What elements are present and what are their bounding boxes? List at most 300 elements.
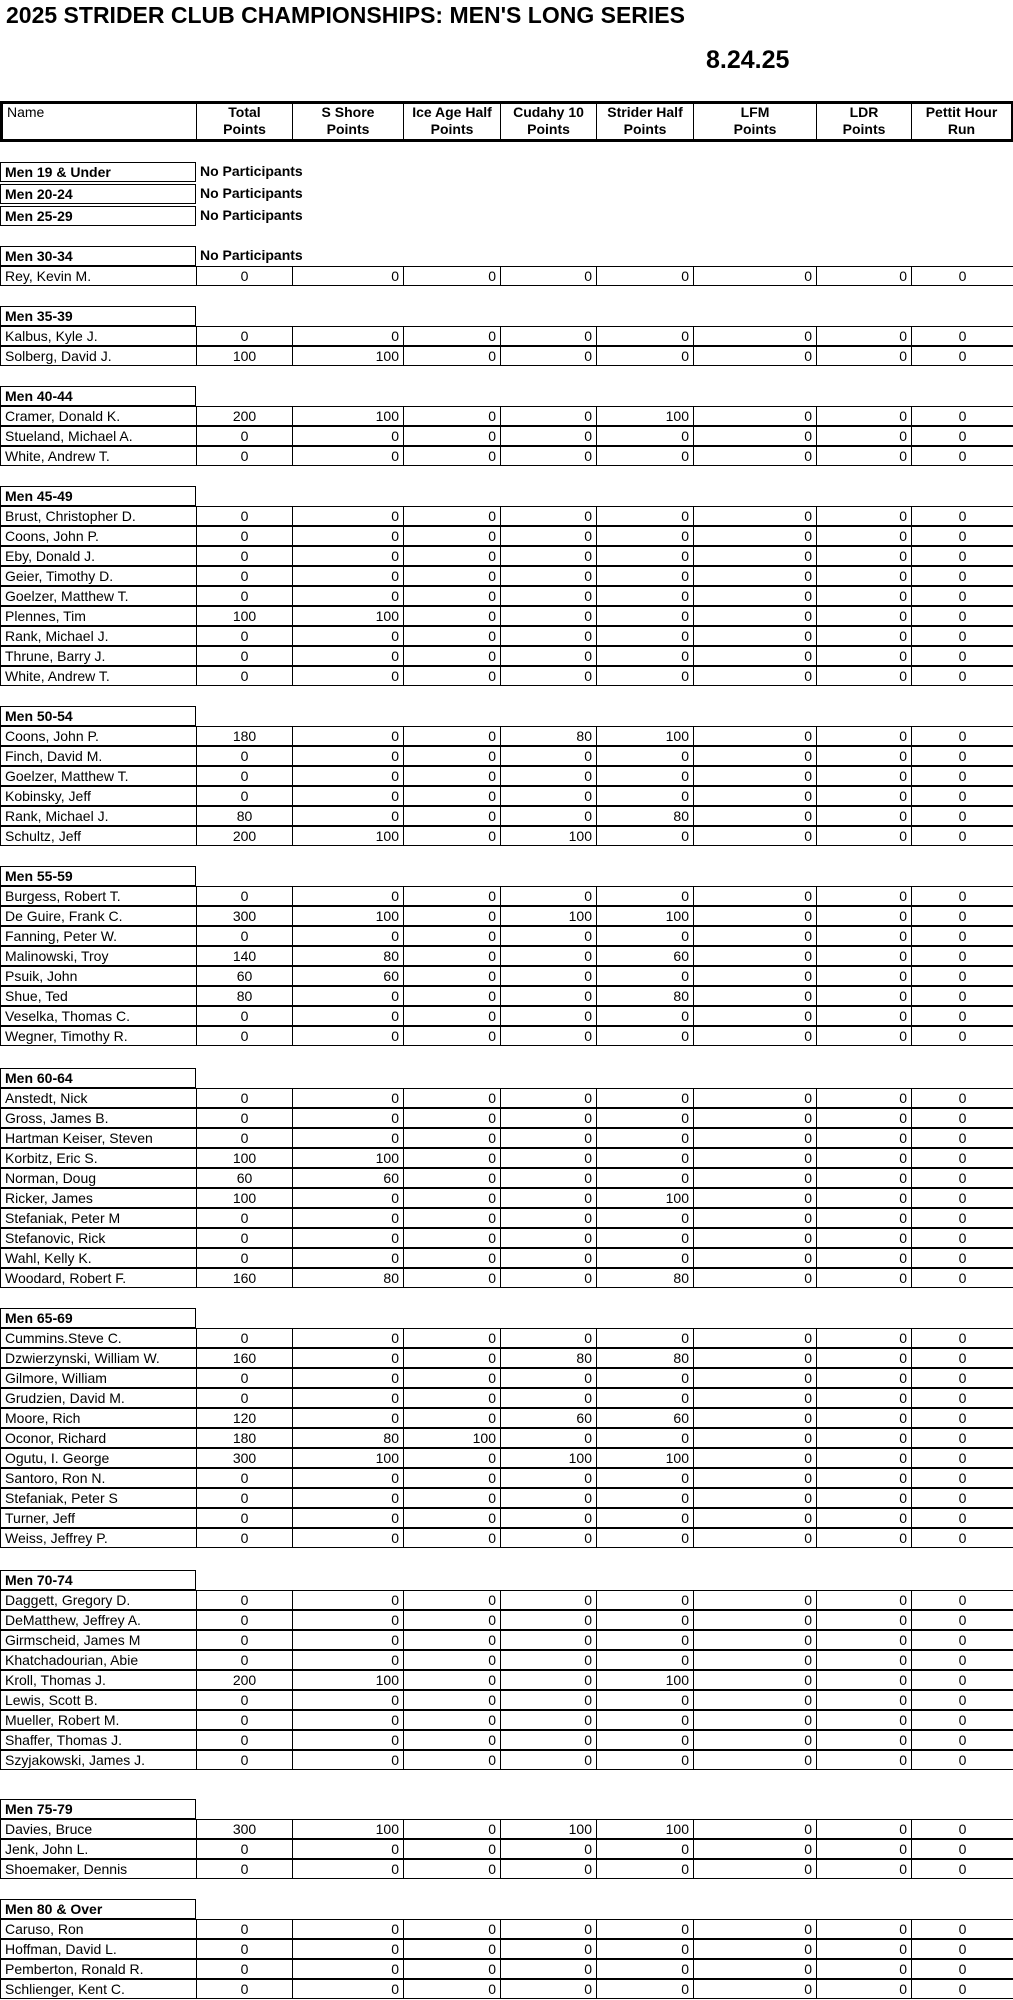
points-cell: 100 (292, 1819, 404, 1839)
points-cell: 0 (816, 1248, 912, 1268)
points-cell: 0 (693, 1919, 817, 1939)
points-cell: 0 (403, 806, 501, 826)
points-cell: 0 (693, 1979, 817, 1999)
points-cell: 0 (596, 886, 694, 906)
points-cell: 0 (292, 1026, 404, 1046)
points-cell: 0 (911, 1348, 1013, 1368)
points-cell: 0 (816, 1088, 912, 1108)
points-cell: 0 (816, 1650, 912, 1670)
points-cell: 0 (911, 1388, 1013, 1408)
points-cell: 0 (196, 1006, 293, 1026)
points-cell: 0 (403, 966, 501, 986)
points-cell: 100 (292, 906, 404, 926)
points-cell: 0 (816, 1468, 912, 1488)
points-cell: 0 (816, 586, 912, 606)
points-cell: 0 (403, 1730, 501, 1750)
column-header-4: Cudahy 10 Points (500, 101, 597, 142)
points-cell: 0 (816, 1428, 912, 1448)
runner-name-cell: Hartman Keiser, Steven (0, 1128, 197, 1148)
points-cell: 0 (292, 1368, 404, 1388)
points-cell: 0 (196, 526, 293, 546)
runner-name-cell: Stefaniak, Peter M (0, 1208, 197, 1228)
points-cell: 0 (500, 1690, 597, 1710)
points-cell: 0 (596, 1750, 694, 1770)
points-cell: 0 (816, 1208, 912, 1228)
points-cell: 0 (911, 1248, 1013, 1268)
points-cell: 0 (500, 1188, 597, 1208)
points-cell: 80 (500, 1348, 597, 1368)
runner-name-cell: Caruso, Ron (0, 1919, 197, 1939)
points-cell: 0 (911, 1408, 1013, 1428)
points-cell: 0 (693, 646, 817, 666)
points-cell: 100 (596, 1188, 694, 1208)
points-cell: 0 (500, 586, 597, 606)
points-cell: 0 (292, 446, 404, 466)
points-cell: 0 (500, 1368, 597, 1388)
runner-name-cell: Cramer, Donald K. (0, 406, 197, 426)
points-cell: 0 (596, 526, 694, 546)
points-cell: 0 (403, 646, 501, 666)
runner-name-cell: Coons, John P. (0, 526, 197, 546)
points-cell: 80 (292, 1428, 404, 1448)
points-cell: 0 (500, 326, 597, 346)
points-cell: 0 (403, 1610, 501, 1630)
points-cell: 0 (196, 586, 293, 606)
points-cell: 0 (693, 1750, 817, 1770)
runner-name-cell: Malinowski, Troy (0, 946, 197, 966)
runner-name-cell: Mueller, Robert M. (0, 1710, 197, 1730)
points-cell: 0 (816, 1610, 912, 1630)
runner-name-cell: Korbitz, Eric S. (0, 1148, 197, 1168)
points-cell: 0 (596, 586, 694, 606)
column-header-1: Total Points (196, 101, 293, 142)
points-cell: 0 (911, 1839, 1013, 1859)
points-cell: 0 (403, 1248, 501, 1268)
points-cell: 0 (500, 1168, 597, 1188)
points-cell: 0 (693, 1268, 817, 1288)
points-cell: 0 (693, 1108, 817, 1128)
group-label: Men 50-54 (0, 706, 196, 726)
points-cell: 100 (292, 606, 404, 626)
points-cell: 0 (500, 1148, 597, 1168)
points-cell: 0 (816, 1006, 912, 1026)
no-participants-note: No Participants (200, 185, 303, 201)
points-cell: 160 (196, 1348, 293, 1368)
runner-name-cell: Norman, Doug (0, 1168, 197, 1188)
points-cell: 0 (816, 1168, 912, 1188)
points-cell: 0 (693, 1508, 817, 1528)
points-cell: 0 (403, 1348, 501, 1368)
points-cell: 0 (596, 546, 694, 566)
runner-name-cell: Dzwierzynski, William W. (0, 1348, 197, 1368)
runner-name-cell: Finch, David M. (0, 746, 197, 766)
points-cell: 120 (196, 1408, 293, 1428)
points-cell: 0 (500, 1670, 597, 1690)
runner-name-cell: Kobinsky, Jeff (0, 786, 197, 806)
points-cell: 0 (596, 446, 694, 466)
runner-name-cell: Girmscheid, James M (0, 1630, 197, 1650)
points-cell: 0 (500, 446, 597, 466)
points-cell: 0 (816, 926, 912, 946)
points-cell: 0 (403, 326, 501, 346)
points-cell: 0 (500, 1248, 597, 1268)
points-cell: 0 (693, 1528, 817, 1548)
points-cell: 100 (500, 906, 597, 926)
points-cell: 0 (403, 826, 501, 846)
points-cell: 0 (500, 1026, 597, 1046)
points-cell: 0 (693, 746, 817, 766)
points-cell: 0 (596, 1006, 694, 1026)
points-cell: 0 (596, 1650, 694, 1670)
points-cell: 0 (403, 1919, 501, 1939)
points-cell: 0 (596, 506, 694, 526)
points-cell: 0 (196, 1730, 293, 1750)
points-cell: 200 (196, 406, 293, 426)
group-label: Men 75-79 (0, 1799, 196, 1819)
points-cell: 0 (292, 1750, 404, 1770)
points-cell: 0 (693, 1488, 817, 1508)
runner-name-cell: Davies, Bruce (0, 1819, 197, 1839)
points-cell: 0 (911, 426, 1013, 446)
points-cell: 0 (911, 1650, 1013, 1670)
points-cell: 0 (292, 326, 404, 346)
no-participants-note: No Participants (200, 207, 303, 223)
points-cell: 0 (911, 946, 1013, 966)
points-cell: 0 (403, 766, 501, 786)
points-cell: 0 (596, 646, 694, 666)
points-cell: 0 (816, 1819, 912, 1839)
runner-name-cell: Rank, Michael J. (0, 626, 197, 646)
points-cell: 0 (693, 1839, 817, 1859)
points-cell: 0 (596, 626, 694, 646)
points-cell: 0 (816, 906, 912, 926)
runner-name-cell: De Guire, Frank C. (0, 906, 197, 926)
points-cell: 0 (403, 266, 501, 286)
points-cell: 0 (911, 1819, 1013, 1839)
points-cell: 0 (816, 1919, 912, 1939)
points-cell: 0 (693, 1939, 817, 1959)
points-cell: 0 (693, 1148, 817, 1168)
points-cell: 0 (816, 886, 912, 906)
points-cell: 0 (292, 1919, 404, 1939)
runner-name-cell: Wegner, Timothy R. (0, 1026, 197, 1046)
points-cell: 0 (911, 1108, 1013, 1128)
points-cell: 0 (693, 1248, 817, 1268)
points-cell: 0 (816, 1448, 912, 1468)
points-cell: 0 (403, 1859, 501, 1879)
points-cell: 0 (500, 1590, 597, 1610)
points-cell: 0 (196, 766, 293, 786)
points-cell: 0 (292, 1590, 404, 1610)
runner-name-cell: White, Andrew T. (0, 446, 197, 466)
points-cell: 0 (816, 1348, 912, 1368)
points-cell: 0 (403, 1839, 501, 1859)
points-cell: 0 (196, 1750, 293, 1770)
points-cell: 0 (693, 526, 817, 546)
points-cell: 0 (911, 446, 1013, 466)
points-cell: 0 (596, 1428, 694, 1448)
column-header-7: LDR Points (816, 101, 912, 142)
points-cell: 0 (911, 1590, 1013, 1610)
points-cell: 60 (500, 1408, 597, 1428)
points-cell: 0 (500, 1650, 597, 1670)
points-cell: 0 (911, 1468, 1013, 1488)
points-cell: 0 (693, 1670, 817, 1690)
points-cell: 0 (292, 1610, 404, 1630)
points-cell: 0 (693, 1448, 817, 1468)
points-cell: 0 (403, 1939, 501, 1959)
points-cell: 0 (693, 266, 817, 286)
points-cell: 100 (196, 606, 293, 626)
points-cell: 0 (911, 1730, 1013, 1750)
points-cell: 0 (596, 1228, 694, 1248)
points-cell: 0 (292, 1939, 404, 1959)
runner-name-cell: Anstedt, Nick (0, 1088, 197, 1108)
points-cell: 80 (596, 1348, 694, 1368)
points-cell: 0 (911, 1959, 1013, 1979)
points-cell: 0 (500, 506, 597, 526)
points-cell: 0 (911, 1528, 1013, 1548)
points-cell: 0 (292, 1839, 404, 1859)
points-cell: 0 (292, 546, 404, 566)
points-cell: 0 (596, 746, 694, 766)
points-cell: 0 (500, 1488, 597, 1508)
points-cell: 0 (403, 1650, 501, 1670)
points-cell: 100 (596, 1819, 694, 1839)
points-cell: 0 (911, 1006, 1013, 1026)
points-cell: 0 (596, 566, 694, 586)
points-cell: 0 (596, 786, 694, 806)
points-cell: 0 (500, 1939, 597, 1959)
points-cell: 0 (911, 966, 1013, 986)
points-cell: 0 (292, 1208, 404, 1228)
points-cell: 0 (500, 886, 597, 906)
group-label: Men 45-49 (0, 486, 196, 506)
points-cell: 0 (911, 1428, 1013, 1448)
points-cell: 0 (403, 1819, 501, 1839)
points-cell: 0 (500, 626, 597, 646)
column-header-name: Name (0, 101, 197, 142)
points-cell: 0 (911, 1168, 1013, 1188)
points-cell: 100 (596, 406, 694, 426)
points-cell: 0 (911, 1939, 1013, 1959)
runner-name-cell: Stueland, Michael A. (0, 426, 197, 446)
points-cell: 0 (596, 1108, 694, 1128)
points-cell: 180 (196, 1428, 293, 1448)
points-cell: 0 (816, 666, 912, 686)
runner-name-cell: Gilmore, William (0, 1368, 197, 1388)
points-cell: 80 (196, 806, 293, 826)
points-cell: 0 (911, 826, 1013, 846)
runner-name-cell: Stefaniak, Peter S (0, 1488, 197, 1508)
points-cell: 0 (292, 1006, 404, 1026)
points-cell: 100 (292, 826, 404, 846)
points-cell: 0 (816, 626, 912, 646)
points-cell: 0 (500, 546, 597, 566)
points-cell: 0 (500, 1959, 597, 1979)
points-cell: 0 (693, 806, 817, 826)
points-cell: 0 (693, 1859, 817, 1879)
points-cell: 0 (403, 1690, 501, 1710)
points-cell: 0 (693, 966, 817, 986)
points-cell: 0 (403, 1408, 501, 1428)
points-cell: 0 (403, 1368, 501, 1388)
points-cell: 0 (693, 1408, 817, 1428)
points-cell: 0 (911, 1228, 1013, 1248)
points-cell: 0 (292, 1108, 404, 1128)
points-cell: 0 (693, 1208, 817, 1228)
points-cell: 100 (596, 726, 694, 746)
points-cell: 0 (816, 1368, 912, 1388)
points-cell: 80 (292, 1268, 404, 1288)
points-cell: 0 (911, 1368, 1013, 1388)
points-cell: 0 (403, 1528, 501, 1548)
points-cell: 0 (596, 1088, 694, 1108)
points-cell: 0 (911, 1448, 1013, 1468)
points-cell: 60 (596, 1408, 694, 1428)
points-cell: 100 (292, 1148, 404, 1168)
points-cell: 0 (816, 406, 912, 426)
points-cell: 0 (816, 606, 912, 626)
points-cell: 100 (500, 1448, 597, 1468)
points-cell: 0 (500, 926, 597, 946)
runner-name-cell: Turner, Jeff (0, 1508, 197, 1528)
points-cell: 0 (693, 1468, 817, 1488)
points-cell: 80 (292, 946, 404, 966)
points-cell: 0 (500, 1428, 597, 1448)
points-cell: 0 (403, 1488, 501, 1508)
points-cell: 0 (816, 1408, 912, 1428)
points-cell: 0 (500, 1919, 597, 1939)
points-cell: 0 (403, 1508, 501, 1528)
points-cell: 0 (816, 1730, 912, 1750)
points-cell: 0 (596, 1508, 694, 1528)
points-cell: 0 (292, 1188, 404, 1208)
group-label: Men 25-29 (0, 206, 196, 226)
runner-name-cell: Gross, James B. (0, 1108, 197, 1128)
points-cell: 0 (403, 666, 501, 686)
points-cell: 0 (196, 1468, 293, 1488)
points-cell: 0 (596, 1630, 694, 1650)
points-cell: 160 (196, 1268, 293, 1288)
points-cell: 0 (292, 1859, 404, 1879)
points-cell: 0 (292, 1388, 404, 1408)
points-cell: 0 (500, 1710, 597, 1730)
points-cell: 0 (403, 346, 501, 366)
points-cell: 0 (911, 1630, 1013, 1650)
runner-name-cell: Moore, Rich (0, 1408, 197, 1428)
points-cell: 0 (596, 1610, 694, 1630)
points-cell: 200 (196, 826, 293, 846)
points-cell: 0 (911, 806, 1013, 826)
points-cell: 100 (596, 1448, 694, 1468)
points-cell: 0 (693, 606, 817, 626)
runner-name-cell: Stefanovic, Rick (0, 1228, 197, 1248)
points-cell: 0 (816, 1188, 912, 1208)
runner-name-cell: Brust, Christopher D. (0, 506, 197, 526)
runner-name-cell: Grudzien, David M. (0, 1388, 197, 1408)
points-cell: 0 (196, 1630, 293, 1650)
points-cell: 0 (292, 1630, 404, 1650)
runner-name-cell: Weiss, Jeffrey P. (0, 1528, 197, 1548)
points-cell: 0 (196, 1919, 293, 1939)
points-cell: 0 (196, 1388, 293, 1408)
points-cell: 300 (196, 906, 293, 926)
points-cell: 0 (596, 1168, 694, 1188)
points-cell: 0 (911, 1088, 1013, 1108)
page-title: 2025 STRIDER CLUB CHAMPIONSHIPS: MEN'S LONG SERIES (6, 2, 685, 28)
points-cell: 0 (816, 526, 912, 546)
points-cell: 0 (911, 506, 1013, 526)
points-cell: 0 (911, 906, 1013, 926)
points-cell: 100 (403, 1428, 501, 1448)
points-cell: 0 (292, 1730, 404, 1750)
points-cell: 0 (816, 786, 912, 806)
points-cell: 0 (403, 726, 501, 746)
points-cell: 0 (292, 526, 404, 546)
points-cell: 100 (196, 346, 293, 366)
points-cell: 0 (403, 1088, 501, 1108)
points-cell: 0 (816, 1750, 912, 1770)
runner-name-cell: Ricker, James (0, 1188, 197, 1208)
points-cell: 0 (196, 646, 293, 666)
points-cell: 0 (500, 1610, 597, 1630)
points-cell: 0 (596, 1248, 694, 1268)
points-cell: 0 (693, 1228, 817, 1248)
points-cell: 0 (196, 626, 293, 646)
runner-name-cell: Woodard, Robert F. (0, 1268, 197, 1288)
points-cell: 0 (816, 1979, 912, 1999)
points-cell: 0 (500, 1839, 597, 1859)
points-cell: 0 (816, 826, 912, 846)
points-cell: 0 (911, 626, 1013, 646)
points-cell: 0 (196, 1208, 293, 1228)
runner-name-cell: Coons, John P. (0, 726, 197, 746)
points-cell: 0 (196, 1088, 293, 1108)
points-cell: 0 (196, 1650, 293, 1670)
points-cell: 0 (911, 606, 1013, 626)
runner-name-cell: Shoemaker, Dennis (0, 1859, 197, 1879)
runner-name-cell: Schlienger, Kent C. (0, 1979, 197, 1999)
points-cell: 0 (911, 1859, 1013, 1879)
points-cell: 0 (911, 266, 1013, 286)
points-cell: 0 (292, 786, 404, 806)
points-cell: 0 (500, 1508, 597, 1528)
runner-name-cell: Schultz, Jeff (0, 826, 197, 846)
points-cell: 0 (403, 886, 501, 906)
points-cell: 0 (693, 1590, 817, 1610)
points-cell: 0 (596, 1148, 694, 1168)
points-cell: 0 (816, 566, 912, 586)
points-cell: 0 (196, 1108, 293, 1128)
runner-name-cell: Wahl, Kelly K. (0, 1248, 197, 1268)
points-cell: 0 (816, 1108, 912, 1128)
points-cell: 0 (816, 1528, 912, 1548)
points-cell: 0 (693, 906, 817, 926)
points-cell: 0 (500, 426, 597, 446)
points-cell: 0 (292, 1348, 404, 1368)
runner-name-cell: Kalbus, Kyle J. (0, 326, 197, 346)
points-cell: 0 (196, 786, 293, 806)
points-cell: 0 (911, 1328, 1013, 1348)
points-cell: 0 (596, 926, 694, 946)
points-cell: 0 (403, 546, 501, 566)
points-cell: 0 (816, 266, 912, 286)
points-cell: 0 (292, 1959, 404, 1979)
points-cell: 0 (693, 1610, 817, 1630)
runner-name-cell: Santoro, Ron N. (0, 1468, 197, 1488)
points-cell: 0 (596, 1690, 694, 1710)
